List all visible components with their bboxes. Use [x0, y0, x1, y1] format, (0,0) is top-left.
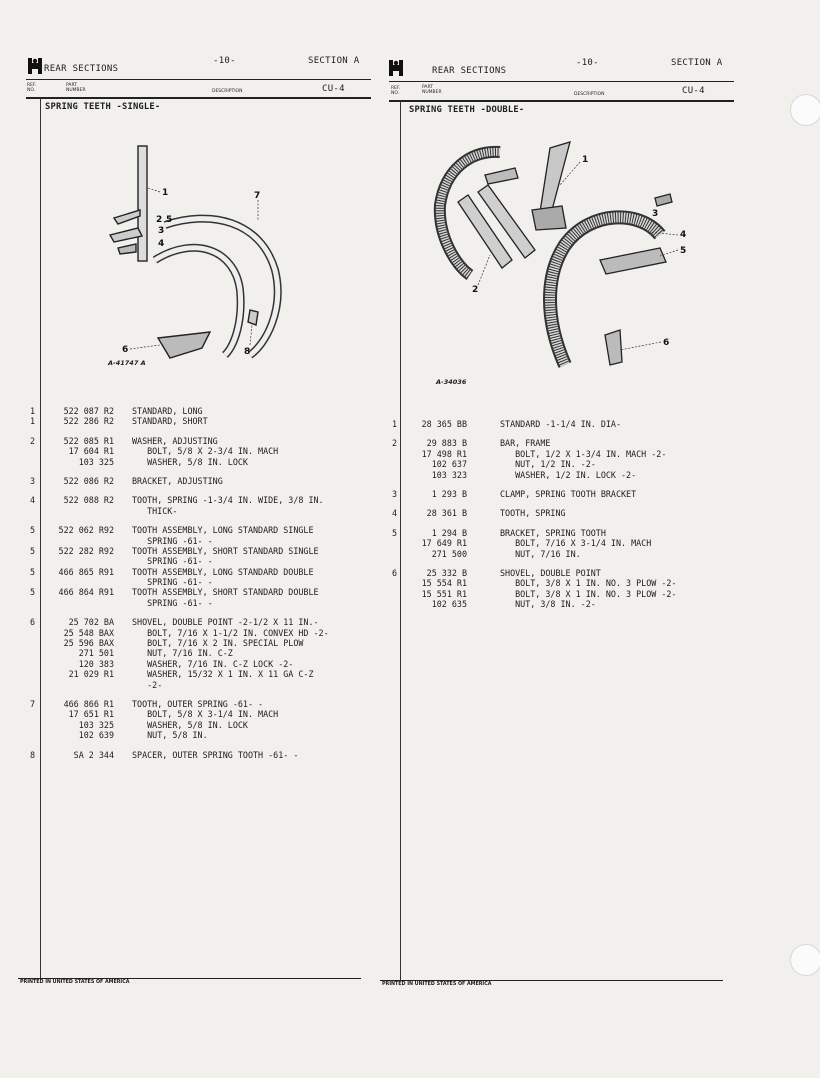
footer-rule [18, 978, 361, 979]
part-description: SHOVEL, DOUBLE POINT -2-1/2 X 11 IN.- [132, 617, 319, 628]
page-number: -10- [213, 56, 236, 66]
left-page [0, 0, 380, 1000]
part-group [392, 528, 737, 559]
part-row [30, 730, 375, 740]
part-description: NUT, 3/8 IN. -2- [500, 599, 596, 610]
part-row [392, 470, 737, 480]
figure-caption: A-34036 [436, 378, 467, 386]
part-row [30, 638, 375, 648]
part-row [30, 525, 375, 535]
part-group [30, 495, 375, 516]
part-group [30, 436, 375, 467]
part-number: 28 365 BB [421, 419, 467, 429]
figure-caption: A-41747 A [108, 359, 146, 367]
part-number: 271 501 [78, 648, 114, 659]
header-title: REAR SECTIONS [44, 64, 119, 74]
ref-number: 5 [30, 545, 36, 556]
part-row [30, 709, 375, 719]
part-number: 25 332 B [426, 567, 467, 578]
ref-number: 6 [30, 617, 36, 628]
part-row [392, 578, 737, 588]
part-number: 466 866 R1 [63, 698, 114, 709]
section-title: SPRING TEETH -SINGLE- [45, 102, 161, 112]
part-description: SPACER, OUTER SPRING TOOTH -61- - [132, 749, 299, 760]
part-row [30, 536, 375, 546]
callout-5: 5 [166, 215, 173, 225]
part-row [392, 459, 737, 469]
part-group [30, 406, 375, 427]
col-desc-header: DESCRIPTION [212, 89, 243, 94]
part-number: 466 865 R91 [58, 566, 114, 577]
part-description: BRACKET, SPRING TOOTH [500, 527, 606, 538]
part-number: 25 548 BAX [63, 627, 114, 638]
part-number: 21 029 R1 [68, 669, 114, 680]
part-description: SHOVEL, DOUBLE POINT [500, 567, 601, 578]
parts-list [30, 406, 375, 769]
part-number: 1 293 B [431, 488, 467, 499]
part-description: STANDARD, SHORT [132, 416, 208, 427]
footer-text: PRINTED IN UNITED STATES OF AMERICA [20, 980, 130, 985]
part-description: NUT, 7/16 IN. C-Z [132, 648, 233, 659]
part-description: BOLT, 5/8 X 2-3/4 IN. MACH [132, 446, 279, 457]
part-number: 28 361 B [426, 508, 467, 519]
part-description: WASHER, 5/8 IN. LOCK [132, 456, 248, 467]
section-label: SECTION A [308, 56, 360, 66]
part-row [30, 556, 375, 566]
part-row [30, 587, 375, 597]
part-description: BOLT, 7/16 X 2 IN. SPECIAL PLOW [132, 638, 304, 649]
header-rule-bottom [389, 100, 734, 102]
part-row [30, 476, 375, 486]
parts-list [392, 419, 737, 618]
part-row [30, 617, 375, 627]
ref-number: 3 [392, 488, 398, 499]
part-row [30, 436, 375, 446]
part-number: 103 323 [431, 469, 467, 480]
col-desc-header: DESCRIPTION [574, 92, 605, 97]
part-row [392, 528, 737, 538]
col-part-header: PART NUMBER [66, 83, 86, 93]
ref-number: 7 [30, 698, 36, 709]
part-group [392, 489, 737, 499]
ref-number: 1 [30, 416, 36, 427]
part-number: 103 325 [78, 719, 114, 730]
page-number: -10- [576, 58, 599, 68]
callout-3: 3 [158, 226, 165, 236]
part-group [392, 419, 737, 429]
part-row [30, 669, 375, 679]
ref-number: 1 [30, 406, 36, 416]
part-group [392, 568, 737, 610]
part-row [392, 449, 737, 459]
part-number: 271 500 [431, 548, 467, 559]
callout-8: 8 [244, 347, 251, 357]
part-number: 102 639 [78, 730, 114, 741]
ih-logo-icon [28, 58, 42, 74]
part-description: THICK- [132, 505, 178, 516]
part-row [30, 446, 375, 456]
part-row [30, 659, 375, 669]
part-description: BAR, FRAME [500, 438, 551, 449]
part-description: -2- [132, 679, 163, 690]
callout-3: 3 [652, 209, 659, 219]
part-description: TOOTH ASSEMBLY, SHORT STANDARD SINGLE [132, 545, 319, 556]
part-number: 17 649 R1 [421, 538, 467, 549]
part-description: BOLT, 7/16 X 1-1/2 IN. CONVEX HD -2- [132, 627, 329, 638]
part-group [30, 750, 375, 760]
callout-6: 6 [122, 345, 129, 355]
catalog-code: CU-4 [322, 84, 345, 94]
header-title: REAR SECTIONS [432, 66, 507, 76]
part-description: BOLT, 3/8 X 1 IN. NO. 3 PLOW -2- [500, 588, 677, 599]
part-description: CLAMP, SPRING TOOTH BRACKET [500, 488, 637, 499]
ih-logo-icon [389, 60, 403, 76]
part-description: WASHER, 7/16 IN. C-Z LOCK -2- [132, 658, 294, 669]
part-description: BOLT, 3/8 X 1 IN. NO. 3 PLOW -2- [500, 578, 677, 589]
col-part-header: PART NUMBER [422, 85, 442, 95]
header-rule-top [389, 81, 734, 82]
ref-number: 2 [30, 435, 36, 446]
callout-5: 5 [680, 246, 687, 256]
section-title: SPRING TEETH -DOUBLE- [409, 105, 525, 115]
part-row [30, 506, 375, 516]
part-description: WASHER, 15/32 X 1 IN. X 11 GA C-Z [132, 669, 314, 680]
part-row [392, 419, 737, 429]
ref-number: 1 [392, 419, 398, 429]
part-description: TOOTH, SPRING [500, 508, 566, 519]
part-row [392, 489, 737, 499]
ref-number: 6 [392, 567, 398, 578]
part-row [30, 406, 375, 416]
callout-1: 1 [162, 188, 169, 198]
part-group [392, 508, 737, 518]
part-row [30, 750, 375, 760]
part-description: BOLT, 1/2 X 1-3/4 IN. MACH -2- [500, 448, 667, 459]
part-number: 17 604 R1 [68, 446, 114, 457]
part-row [392, 549, 737, 559]
part-description: SPRING -61- - [132, 597, 213, 608]
part-number: 29 883 B [426, 438, 467, 449]
callout-1: 1 [582, 155, 589, 165]
callout-4: 4 [158, 239, 165, 249]
part-row [30, 720, 375, 730]
part-description: WASHER, ADJUSTING [132, 435, 218, 446]
part-description: TOOTH ASSEMBLY, LONG STANDARD SINGLE [132, 525, 314, 536]
footer-rule [380, 980, 723, 981]
part-description: SPRING -61- - [132, 577, 213, 588]
part-number: 15 554 R1 [421, 578, 467, 589]
ref-number: 4 [30, 495, 36, 506]
part-row [30, 628, 375, 638]
callout-7: 7 [254, 191, 261, 201]
footer-text: PRINTED IN UNITED STATES OF AMERICA [382, 982, 492, 987]
callout-2: 2 [472, 285, 479, 295]
part-description: SPRING -61- - [132, 535, 213, 546]
ref-number: 8 [30, 749, 36, 760]
part-row [30, 495, 375, 505]
part-row [392, 538, 737, 548]
part-group [30, 476, 375, 486]
part-row [392, 568, 737, 578]
part-number: 17 651 R1 [68, 709, 114, 720]
part-description: NUT, 5/8 IN. [132, 730, 208, 741]
ref-number: 3 [30, 475, 36, 486]
right-page [382, 0, 820, 1000]
part-number: 1 294 B [431, 527, 467, 538]
ref-number: 4 [392, 508, 398, 519]
spring-tooth-single-illustration [100, 140, 300, 380]
part-description: TOOTH, OUTER SPRING -61- - [132, 698, 264, 709]
part-number: 103 325 [78, 456, 114, 467]
part-description: STANDARD -1-1/4 IN. DIA- [500, 419, 622, 429]
section-label: SECTION A [671, 58, 723, 68]
catalog-code: CU-4 [682, 86, 705, 96]
part-number: 522 062 R92 [58, 525, 114, 536]
part-description: BOLT, 5/8 X 3-1/4 IN. MACH [132, 709, 279, 720]
col-ref-header: REF. NO. [391, 86, 401, 96]
part-number: 15 551 R1 [421, 588, 467, 599]
part-description: BOLT, 7/16 X 3-1/4 IN. MACH [500, 538, 652, 549]
col-ref-header: REF. NO. [27, 83, 37, 93]
part-number: 102 635 [431, 599, 467, 610]
part-number: 522 286 R2 [63, 416, 114, 427]
part-row [30, 598, 375, 608]
spring-tooth-double-illustration [430, 140, 700, 380]
part-group [30, 617, 375, 690]
part-row [392, 508, 737, 518]
part-description: TOOTH, SPRING -1-3/4 IN. WIDE, 3/8 IN. [132, 495, 324, 506]
part-row [30, 680, 375, 690]
ref-number: 2 [392, 438, 398, 449]
part-number: 522 085 R1 [63, 435, 114, 446]
ref-number: 5 [30, 566, 36, 577]
part-description: NUT, 1/2 IN. -2- [500, 459, 596, 470]
part-row [30, 457, 375, 467]
part-number: 522 086 R2 [63, 475, 114, 486]
part-number: 17 498 R1 [421, 448, 467, 459]
part-description: NUT, 7/16 IN. [500, 548, 581, 559]
ref-number: 5 [30, 587, 36, 598]
part-row [30, 699, 375, 709]
ref-number: 5 [392, 527, 398, 538]
header-rule-bottom [26, 97, 371, 99]
part-number: 120 383 [78, 658, 114, 669]
part-row [30, 577, 375, 587]
part-number: SA 2 344 [73, 749, 114, 760]
part-number: 466 864 R91 [58, 587, 114, 598]
part-row [30, 416, 375, 426]
part-number: 102 637 [431, 459, 467, 470]
callout-2: 2 [156, 215, 163, 225]
part-description: BRACKET, ADJUSTING [132, 475, 223, 486]
part-row [392, 438, 737, 448]
callout-6: 6 [663, 338, 670, 348]
part-row [30, 546, 375, 556]
part-description: WASHER, 5/8 IN. LOCK [132, 719, 248, 730]
part-number: 522 088 R2 [63, 495, 114, 506]
part-group [392, 438, 737, 480]
part-number: 522 087 R2 [63, 406, 114, 416]
part-group [30, 699, 375, 741]
part-description: TOOTH ASSEMBLY, SHORT STANDARD DOUBLE [132, 587, 319, 598]
part-description: WASHER, 1/2 IN. LOCK -2- [500, 469, 637, 480]
part-row [392, 589, 737, 599]
header-rule-top [26, 79, 371, 80]
part-description: TOOTH ASSEMBLY, LONG STANDARD DOUBLE [132, 566, 314, 577]
part-description: STANDARD, LONG [132, 406, 203, 416]
callout-4: 4 [680, 230, 687, 240]
ref-number: 5 [30, 525, 36, 536]
part-row [392, 599, 737, 609]
part-number: 522 282 R92 [58, 545, 114, 556]
part-group [30, 525, 375, 608]
part-description: SPRING -61- - [132, 556, 213, 567]
part-number: 25 702 BA [68, 617, 114, 628]
part-number: 25 596 BAX [63, 638, 114, 649]
part-row [30, 648, 375, 658]
part-row [30, 567, 375, 577]
